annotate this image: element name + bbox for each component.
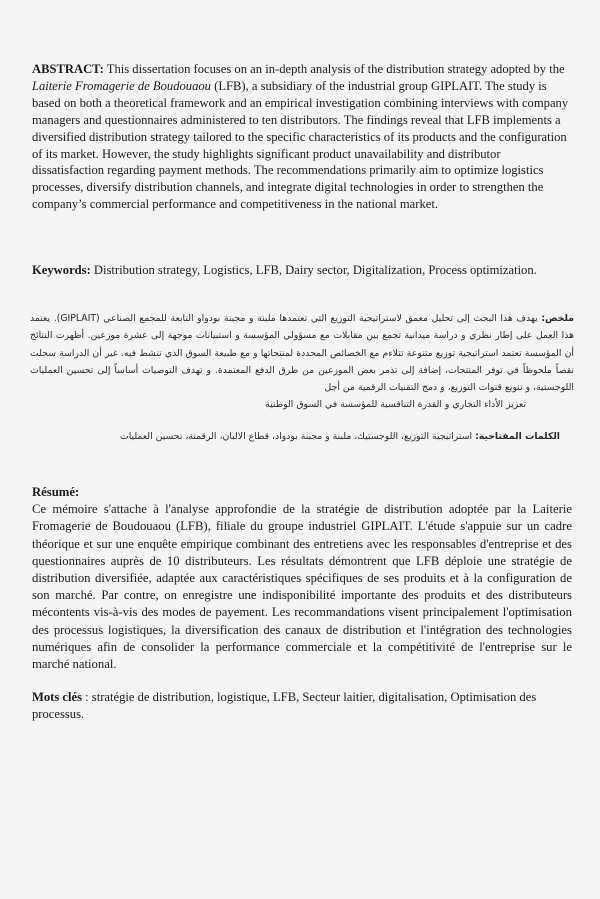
abstract-label: ABSTRACT: (32, 62, 104, 76)
arabic-abstract-label: ملخص: (541, 313, 574, 324)
arabic-keywords-label: الكلمات المفتاحية: (475, 431, 560, 442)
abstract-text-2: (LFB), a subsidiary of the industrial group GIPLAIT. The study is based on both a theoretical framework and an empirical investigation combining interviews with company managers and questionnaires administered to ten distributors. The findings reveal that LFB implements a diversified distribution strategy tailored to the specific characteristics of its products and the configuration of its market. However, the study highlights significant product unavailability and distributor dissatisfaction regarding payment methods. The recommendations primarily aim to optimize logistics processes, diversify distribution channels, and integrate digital technologies in order to strengthen the company’s commercial performance and competitiveness in the national market. (32, 78, 569, 212)
arabic-abstract-last-line: تعزيز الأداء التجاري و القدرة التنافسية للمؤسسة في السوق الوطنية (265, 399, 526, 411)
english-abstract (32, 61, 572, 213)
english-keywords (32, 262, 572, 279)
french-keywords (32, 689, 572, 723)
arabic-keywords-text: استراتيجية التوزيع، اللوجستيك، ملبنة و مجبنة بودواد، قطاع الالبان، الرقمنة، تحسين العمليات (119, 431, 476, 442)
arabic-abstract-text: يهدف هذا البحث إلى تحليل معمق لاستراتيجية التوزيع التي تعتمدها ملبنة و مجبنة بودواو التابعة للمجمع الصناعي (GIPLAIT). يعتمد هذا العمل على إطار نظري و دراسة ميدانية تجمع بين مقابلات مع مسؤولي المؤسسة و استبيانات موجهة إلى عشرة موزعين. أظهرت النتائج أن المؤسسة تعتمد استراتيجية توزيع متنوعة تتلاءم مع الخصائص المحددة لمنتجاتها و مع طبيعة السوق الذي تنشط فيه. غير أن الدراسة سجلت نقصاً ملحوظاً في توفر المنتجات، إضافة إلى تذمر بعض الموزعين من طرق الدفع المعتمدة. و تهدف التوصيات أساساً إلى تحسين العمليات اللوجستية، و تنويع قنوات التوزيع، و دمج التقنيات الرقمية من أجل (30, 313, 574, 394)
arabic-keywords (30, 429, 560, 445)
keywords-label: Keywords: (32, 263, 91, 277)
keywords-text: Distribution strategy, Logistics, LFB, Dairy sector, Digitalization, Process optimization. (90, 263, 537, 277)
abstract-text-1: This dissertation focuses on an in-depth analysis of the distribution strategy adopted by the (103, 62, 565, 76)
french-resume (32, 484, 572, 673)
arabic-abstract (30, 310, 574, 414)
resume-text: Ce mémoire s'attache à l'analyse approfondie de la stratégie de distribution adoptée par la Laiterie Fromagerie de Boudouaou (LFB), filiale du groupe industriel GIPLAIT. L'étude s'appuie sur un cadre théorique et sur une enquête empirique combinant des entretiens avec les responsables d'entreprise et des questionnaires auprès de 10 distributeurs. Les résultats démontrent que LFB déploie une stratégie de distribution diversifiée, adaptée aux caractéristiques spécifiques de ses produits et à la configuration de son marché. Par contre, on enregistre une indisponibilité importante des produits et des distributeurs mécontents vis-à-vis des modes de payement. Les recommandations visent principalement l'optimisation des processus logistiques, la diversification des canaux de distribution et l'intégration des technologies numériques afin de consolider la performance commerciale et la compétitivité de l'entreprise sur le marché national. (32, 502, 572, 672)
resume-title: Résumé: (32, 485, 80, 499)
mots-cles-label: Mots clés (32, 690, 83, 704)
mots-cles-text: : stratégie de distribution, logistique, LFB, Secteur laitier, digitalisation, Optimisation des processus. (32, 690, 537, 721)
company-name: Laiterie Fromagerie de Boudouaou (32, 78, 211, 93)
